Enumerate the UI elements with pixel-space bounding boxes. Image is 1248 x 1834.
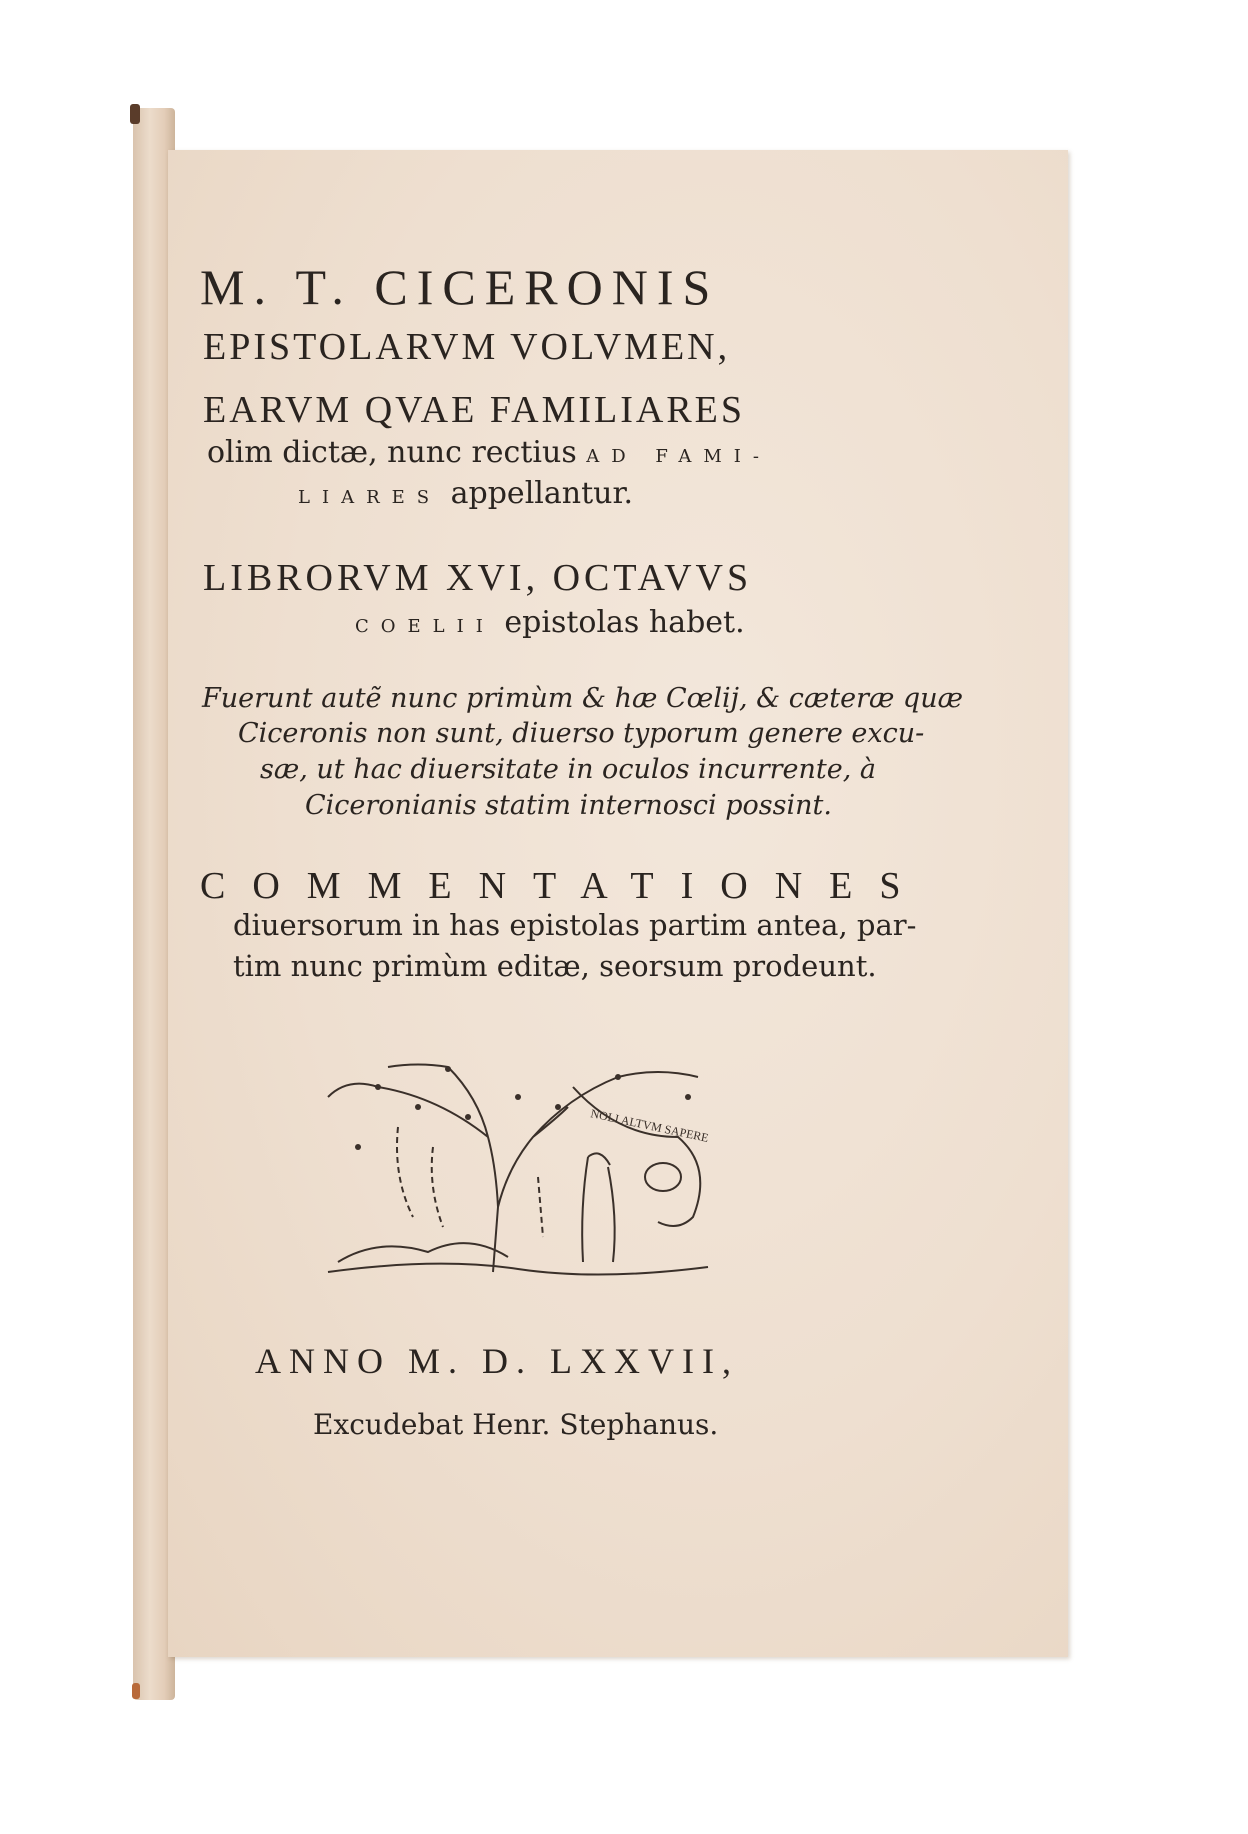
spine-bottom-mark: [132, 1683, 140, 1699]
imprint-printer: Excudebat Henr. Stephanus.: [313, 1408, 719, 1441]
title-line-4-smallcaps: AD FAMI-: [586, 446, 771, 467]
title-line-5-text: appellantur.: [450, 476, 634, 511]
title-line-2: EPISTOLARVM VOLVMEN,: [203, 326, 731, 368]
title-line-4-text: olim dictæ, nunc rectius: [207, 435, 577, 470]
spine-top-mark: [130, 104, 140, 124]
title-line-5-smallcaps: LIARES: [298, 487, 442, 508]
title-line-7-text: epistolas habet.: [504, 605, 745, 640]
title-line-4: [207, 435, 857, 470]
title-line-7: [355, 605, 855, 640]
commentationes-heading: COMMENTATIONES: [200, 865, 928, 907]
title-line-5: [298, 476, 798, 511]
commentationes-line: tim nunc primùm editæ, seorsum prodeunt.: [233, 949, 877, 983]
imprint-year: ANNO M. D. LXXVII,: [255, 1341, 739, 1381]
note-line: sæ, ut hac diuersitate in oculos incurrente, à: [260, 754, 876, 785]
note-line: Fuerunt autẽ nunc primùm & hæ Cœlij, & cæteræ quæ: [202, 683, 963, 714]
note-line: Ciceronis non sunt, diuerso typorum genere excu-: [238, 718, 925, 749]
printer-device-woodcut: [318, 1057, 718, 1307]
note-line: Ciceronianis statim internosci possint.: [305, 790, 832, 821]
device-motto: NOLI ALTVM SAPERE: [589, 1106, 710, 1145]
title-line-6: LIBRORVM XVI, OCTAVVS: [203, 557, 753, 599]
title-line-3: EARVM QVAE FAMILIARES: [203, 389, 746, 431]
title-line-7-smallcaps: COELII: [355, 616, 495, 637]
title-line-1: M. T. CICERONIS: [200, 259, 720, 315]
commentationes-line: diuersorum in has epistolas partim antea, par-: [233, 908, 917, 942]
